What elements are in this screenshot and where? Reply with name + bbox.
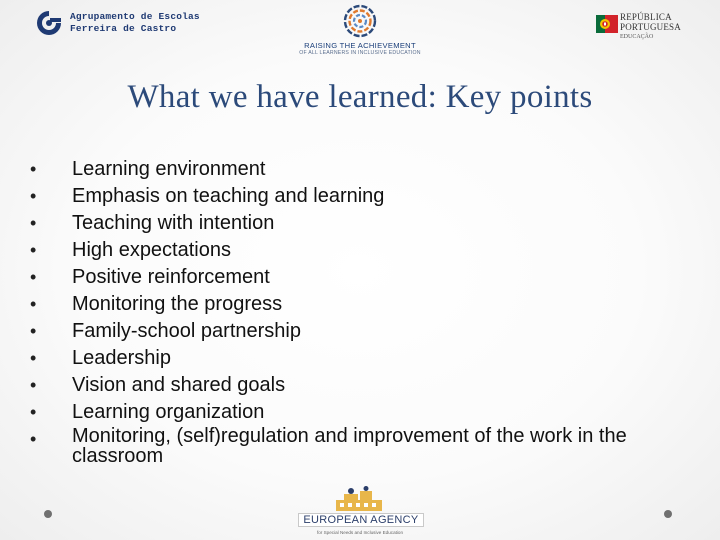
right-dot-decoration [664,510,672,518]
key-point-text: High expectations [72,239,231,261]
republic-flag-icon [596,13,618,35]
bullet-marker: • [30,186,37,206]
agency-logo-line1: EUROPEAN AGENCY [298,513,424,527]
key-point-item [20,318,680,345]
key-point-text: Family-school partnership [72,320,301,342]
key-point-text: Positive reinforcement [72,266,270,288]
key-points-list [20,156,680,470]
agency-logo-line2: for Special Needs and Inclusive Education [316,530,404,535]
key-point-item [20,156,680,183]
school-logo [34,6,200,40]
key-point-text: Monitoring, (self)regulation and improvement of the work in the classroom [72,425,627,467]
key-point-item [20,210,680,237]
key-point-item [20,264,680,291]
key-point-text: Leadership [72,347,171,369]
school-emblem-icon [34,8,64,38]
key-point-text: Emphasis on teaching and learning [72,185,385,207]
key-point-text: Monitoring the progress [72,293,283,315]
bullet-marker: • [30,240,37,260]
bullet-marker: • [30,402,37,422]
bullet-marker: • [30,429,37,449]
european-agency-logo [298,486,422,536]
bullet-marker: • [30,348,37,368]
key-point-item [20,399,680,426]
key-point-item [20,345,680,372]
key-point-text: Learning environment [72,158,266,180]
project-rings-icon [343,4,377,38]
project-logo [290,4,430,62]
school-logo-line1: Agrupamento de Escolas [70,11,200,22]
slide-title: What we have learned: Key points [127,79,593,115]
key-point-text: Teaching with intention [72,212,275,234]
republic-logo [596,10,696,46]
school-logo-line2: Ferreira de Castro [70,23,177,34]
bullet-marker: • [30,375,37,395]
key-point-item [20,291,680,318]
key-point-text: Vision and shared goals [72,374,286,396]
key-point-item [20,183,680,210]
republic-logo-line1: REPÚBLICA [620,12,672,22]
key-point-item [20,237,680,264]
bullet-marker: • [30,159,37,179]
left-dot-decoration [44,510,52,518]
bullet-marker: • [30,294,37,314]
republic-logo-line2: PORTUGUESA [620,22,681,32]
key-point-item [20,426,680,470]
key-point-item [20,372,680,399]
bullet-marker: • [30,213,37,233]
project-logo-line1: RAISING THE ACHIEVEMENT [304,41,416,50]
key-point-text: Learning organization [72,401,265,423]
bullet-marker: • [30,267,37,287]
agency-emblem-icon [334,486,384,512]
project-logo-line2: OF ALL LEARNERS IN INCLUSIVE EDUCATION [299,50,421,56]
bullet-marker: • [30,321,37,341]
republic-logo-line3: EDUCAÇÃO [620,34,654,40]
